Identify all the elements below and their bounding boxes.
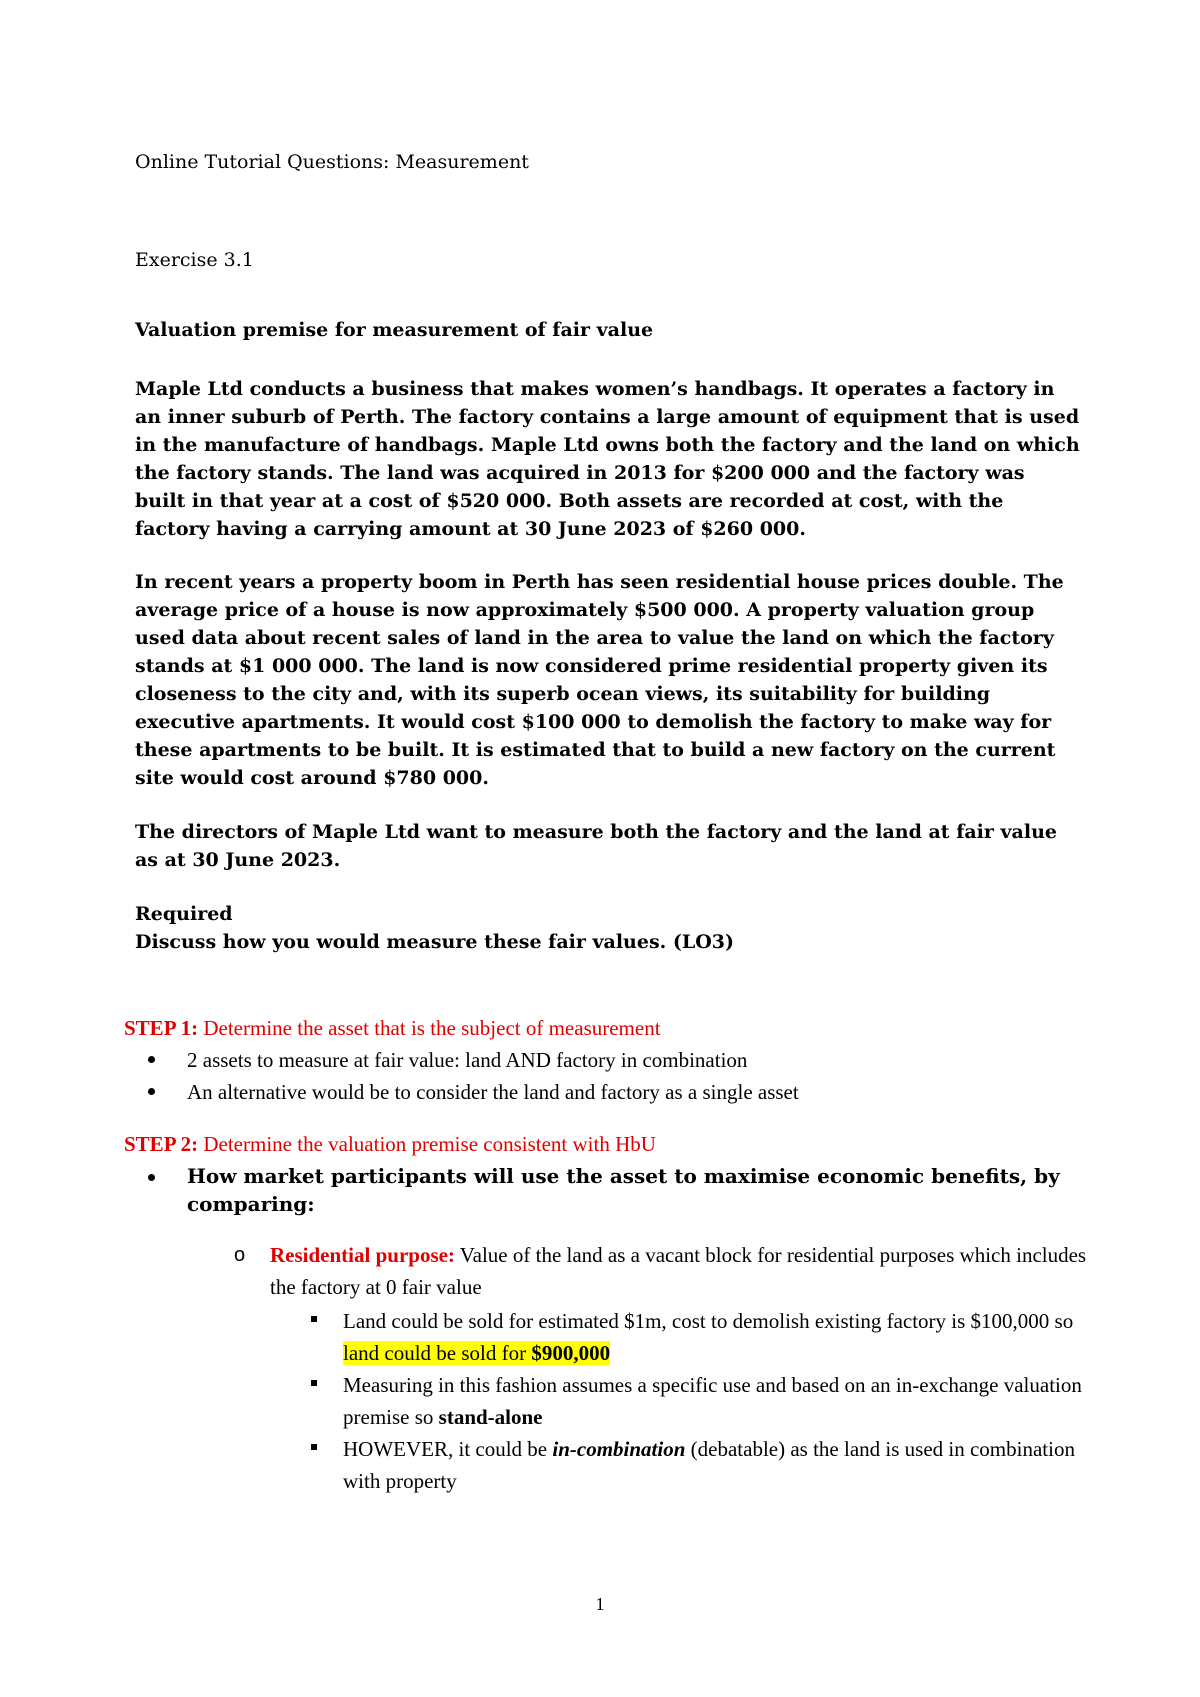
- step-2-title: Determine the valuation premise consistent with HbU: [198, 1132, 656, 1156]
- list-item: [311, 1305, 1083, 1369]
- residential-purpose-label: Residential purpose:: [270, 1243, 455, 1267]
- text-run: $900,000: [531, 1341, 611, 1365]
- residential-purpose-desc: Value of the land as a vacant block for residential purposes which includes the factory at 0 fair value: [270, 1243, 1087, 1299]
- text-run: HOWEVER, it could be: [343, 1437, 553, 1461]
- paragraph-1: Maple Ltd conducts a business that makes women’s handbags. It operates a factory in an inner suburb of Perth. The factory contains a large amount of equipment that is used in the manufacture of handbags. Maple Ltd owns both the factory and the land on which the factory stands. The land was acquired in 2013 for $200 000 and the factory was built in that year at a cost of $520 000. Both assets are recorded at cost, with the factory having a carrying amount at 30 June 2023 of $260 000.: [135, 378, 1080, 540]
- text-run: in-combination: [552, 1437, 686, 1461]
- list-item-text: How market participants will use the asset to maximise economic benefits, by comparing:: [187, 1164, 1060, 1216]
- paragraph-3: The directors of Maple Ltd want to measure both the factory and the land at fair value as at 30 June 2023.: [135, 821, 1057, 871]
- residential-sub-list: [311, 1305, 1083, 1497]
- list-item-text: [343, 1433, 1083, 1497]
- step-1-section: [124, 1012, 1069, 1108]
- bullet-icon: [148, 1088, 155, 1095]
- text-run: stand-alone: [438, 1405, 543, 1429]
- bullet-icon: [148, 1056, 155, 1063]
- step-2-section: [124, 1128, 1069, 1218]
- square-bullet-icon: [311, 1444, 317, 1450]
- step-1-list: [124, 1044, 1069, 1108]
- step-2-label: STEP 2:: [124, 1132, 199, 1156]
- step-1-heading: [124, 1012, 1069, 1044]
- exercise-number: Exercise 3.1: [135, 249, 254, 271]
- required-text: Discuss how you would measure these fair values. (LO3): [135, 931, 734, 953]
- paragraph-2: In recent years a property boom in Perth has seen residential house prices double. The average price of a house is now approximately $500 000. A property valuation group used data about recent sales of land in the area to value the land on which the factory stands at $1 000 000. The land is now considered prime residential property given its closeness to the city and, with its superb ocean views, its suitability for building executive apartments. It would cost $100 000 to demolish the factory to make way for these apartments to be built. It is estimated that to build a new factory on the current site would cost around $780 000.: [135, 571, 1064, 789]
- text-run: land could be sold for: [343, 1341, 532, 1365]
- list-item-text: An alternative would be to consider the land and factory as a single asset: [187, 1080, 799, 1104]
- list-item-text: [343, 1369, 1083, 1433]
- step-2-heading: [124, 1128, 1069, 1160]
- bullet-icon: [148, 1174, 155, 1181]
- document-title: Online Tutorial Questions: Measurement: [135, 151, 529, 173]
- circle-bullet-icon: o: [234, 1244, 246, 1266]
- residential-purpose-text: [270, 1239, 1115, 1303]
- step-1-label: STEP 1:: [124, 1016, 199, 1040]
- square-bullet-icon: [311, 1380, 317, 1386]
- page-number: 1: [595, 1594, 605, 1614]
- required-label: Required: [135, 903, 233, 925]
- list-item: [311, 1433, 1083, 1497]
- list-item: [311, 1369, 1083, 1433]
- text-run: (debatable) as the land is used in combination with property: [343, 1437, 1075, 1493]
- text-run: Measuring in this fashion assumes a specific use and based on an in-exchange valuation premise so: [343, 1373, 1082, 1429]
- square-bullet-icon: [311, 1316, 317, 1322]
- exercise-heading: Valuation premise for measurement of fair value: [135, 319, 654, 341]
- list-item: [124, 1160, 1069, 1218]
- residential-purpose-item: [234, 1239, 1115, 1303]
- list-item: [124, 1076, 1069, 1108]
- list-item-text: 2 assets to measure at fair value: land AND factory in combination: [187, 1048, 748, 1072]
- list-item: [124, 1044, 1069, 1076]
- list-item-text: [343, 1305, 1083, 1369]
- step-1-title: Determine the asset that is the subject of measurement: [198, 1016, 661, 1040]
- highlighted-text: [343, 1341, 610, 1365]
- text-run: Land could be sold for estimated $1m, cost to demolish existing factory is $100,000 so: [343, 1309, 1074, 1333]
- step-2-list: [124, 1160, 1069, 1218]
